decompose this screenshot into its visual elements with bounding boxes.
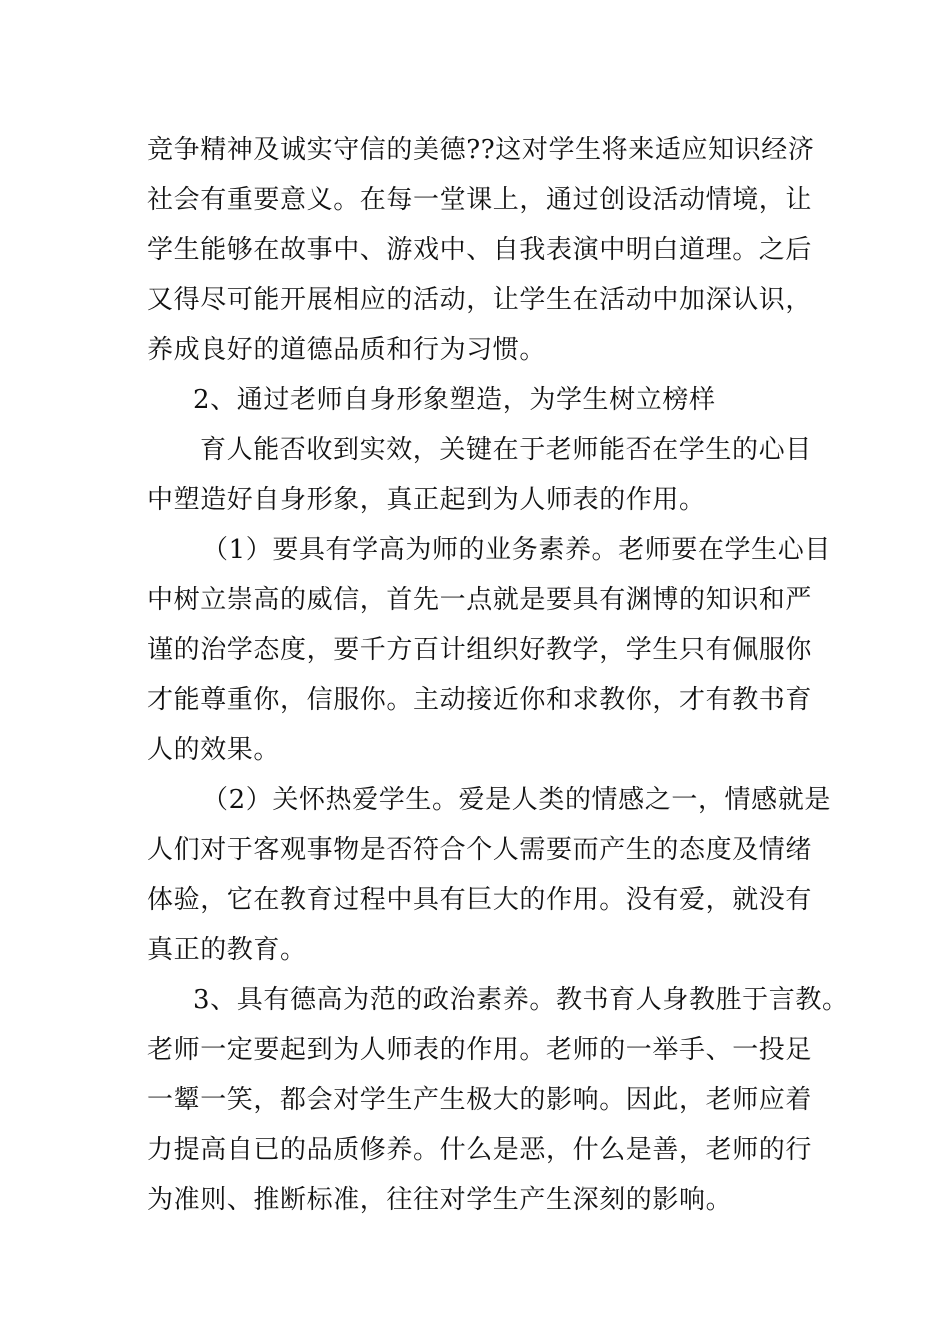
text-line: 社会有重要意义。在每一堂课上，通过创设活动情境，让	[147, 185, 813, 215]
text-line: （1）要具有学高为师的业务素养。老师要在学生心目	[202, 535, 831, 565]
section-heading: 3、具有德高为范的政治素养。教书育人身教胜于言教。	[193, 985, 849, 1015]
text-line: 又得尽可能开展相应的活动，让学生在活动中加深认识，	[147, 285, 813, 315]
text-line: 人们对于客观事物是否符合个人需要而产生的态度及情绪	[147, 835, 813, 865]
text-line: 养成良好的道德品质和行为习惯。	[147, 335, 547, 365]
section-heading: 2、通过老师自身形象塑造，为学生树立榜样	[193, 385, 716, 415]
text-line: 才能尊重你，信服你。主动接近你和求教你，才有教书育	[147, 685, 813, 715]
text-line: 为准则、推断标准，往往对学生产生深刻的影响。	[147, 1185, 733, 1215]
text-line: 老师一定要起到为人师表的作用。老师的一举手、一投足	[147, 1035, 813, 1065]
text-line: 竞争精神及诚实守信的美德??这对学生将来适应知识经济	[147, 135, 815, 165]
text-line: 中树立崇高的威信，首先一点就是要具有渊博的知识和严	[147, 585, 813, 615]
text-line: 谨的治学态度，要千方百计组织好教学，学生只有佩服你	[147, 635, 813, 665]
text-line: 学生能够在故事中、游戏中、自我表演中明白道理。之后	[147, 235, 813, 265]
text-line: 真正的教育。	[147, 935, 307, 965]
text-line: 体验，它在教育过程中具有巨大的作用。没有爱，就没有	[147, 885, 813, 915]
text-line: 中塑造好自身形象，真正起到为人师表的作用。	[147, 485, 706, 515]
text-line: 一颦一笑，都会对学生产生极大的影响。因此，老师应着	[147, 1085, 813, 1115]
text-line: 育人能否收到实效，关键在于老师能否在学生的心目	[200, 435, 812, 465]
text-line: （2）关怀热爱学生。爱是人类的情感之一，情感就是	[202, 785, 831, 815]
text-line: 人的效果。	[147, 735, 281, 765]
text-line: 力提高自已的品质修养。什么是恶，什么是善，老师的行	[147, 1135, 813, 1165]
